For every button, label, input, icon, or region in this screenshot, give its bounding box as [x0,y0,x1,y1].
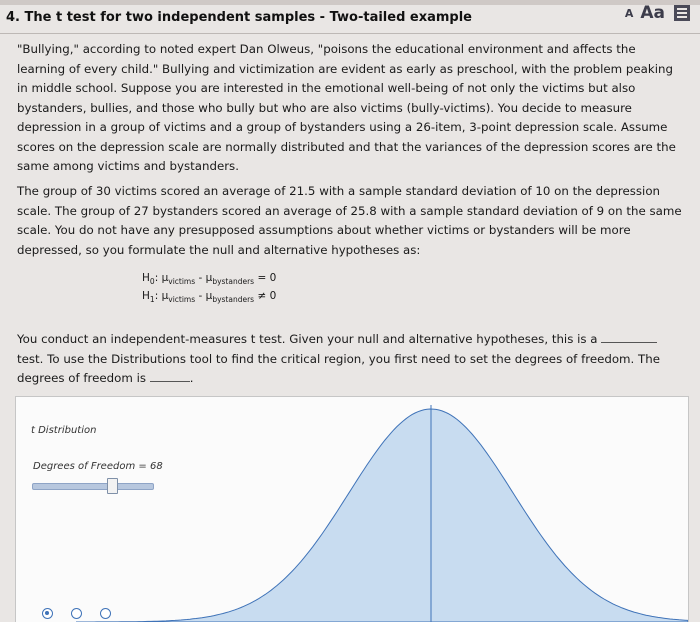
t-distribution-curve [16,397,688,622]
toolbar [625,3,692,23]
curve-fill [76,409,688,622]
radio-option-two-tailed[interactable] [71,608,82,619]
font-size-increase-button[interactable]: Aa [640,3,665,23]
paragraph-data: The group of 30 victims scored an average of 21.5 with a sample standard deviation of 10 on the depression scale. The group of 27 bystanders scored an average of 25.8 with a sample standard deviation of 9 on the same scale. You do not have any presupposed assumptions about whether victims or bystanders will be more depressed, so you formulate the null and alternative hypotheses as: [17,184,682,257]
degrees-of-freedom-value: 68 [149,461,163,472]
radio-option-one-tailed-right[interactable] [100,608,111,619]
slider-thumb[interactable] [107,478,118,494]
book-icon[interactable] [672,3,692,23]
degrees-of-freedom-slider[interactable] [32,483,154,490]
radio-option-one-tailed-left[interactable] [42,608,53,619]
null-hypothesis: $H_0$: $\mu_{victims} - \mu_{bystanders} = 0$ [142,272,277,287]
title-divider [0,33,700,34]
test-type-dropdown[interactable] [601,330,657,343]
paragraph-question: You conduct an independent-measures t test. Given your null and alternative hypotheses, this is a test. To use the Distributions tool to find the critical region, you first need to set the degrees of freedom. The degrees of freedom is . [17,332,660,385]
top-strip [0,0,700,5]
distribution-title: t Distribution [31,425,97,436]
font-size-decrease-button[interactable]: A [624,6,634,20]
distribution-tool-panel [15,396,689,622]
question-title: 4. The t test for two independent samples - Two-tailed example [6,10,473,25]
mu-bystanders-0: μ [205,272,213,284]
alternative-hypothesis: $H_1$: $\mu_{victims} - \mu_{bystanders} \ne 0$ [142,290,277,305]
paragraph-context: "Bullying," according to noted expert Dan Olweus, "poisons the educational environment and affects the learning of every child." Bullying and victimization are evident as early as preschool, with the problem peaking in middle school. Suppose you are interested in the emotional well-being of not only the victims but also bystanders, bullies, and those who bully but who are also victims (bully-victims). You decide to measure depression in a group of victims and a group of bystanders using a 26-item, 3-point depression scale. Assume scores on the depression scale are normally distributed and that the variances of the depression scores are the same among victims and bystanders. [17,42,676,173]
degrees-of-freedom-label: Degrees of Freedom = 68 [33,461,163,472]
degrees-of-freedom-dropdown[interactable] [150,369,190,382]
